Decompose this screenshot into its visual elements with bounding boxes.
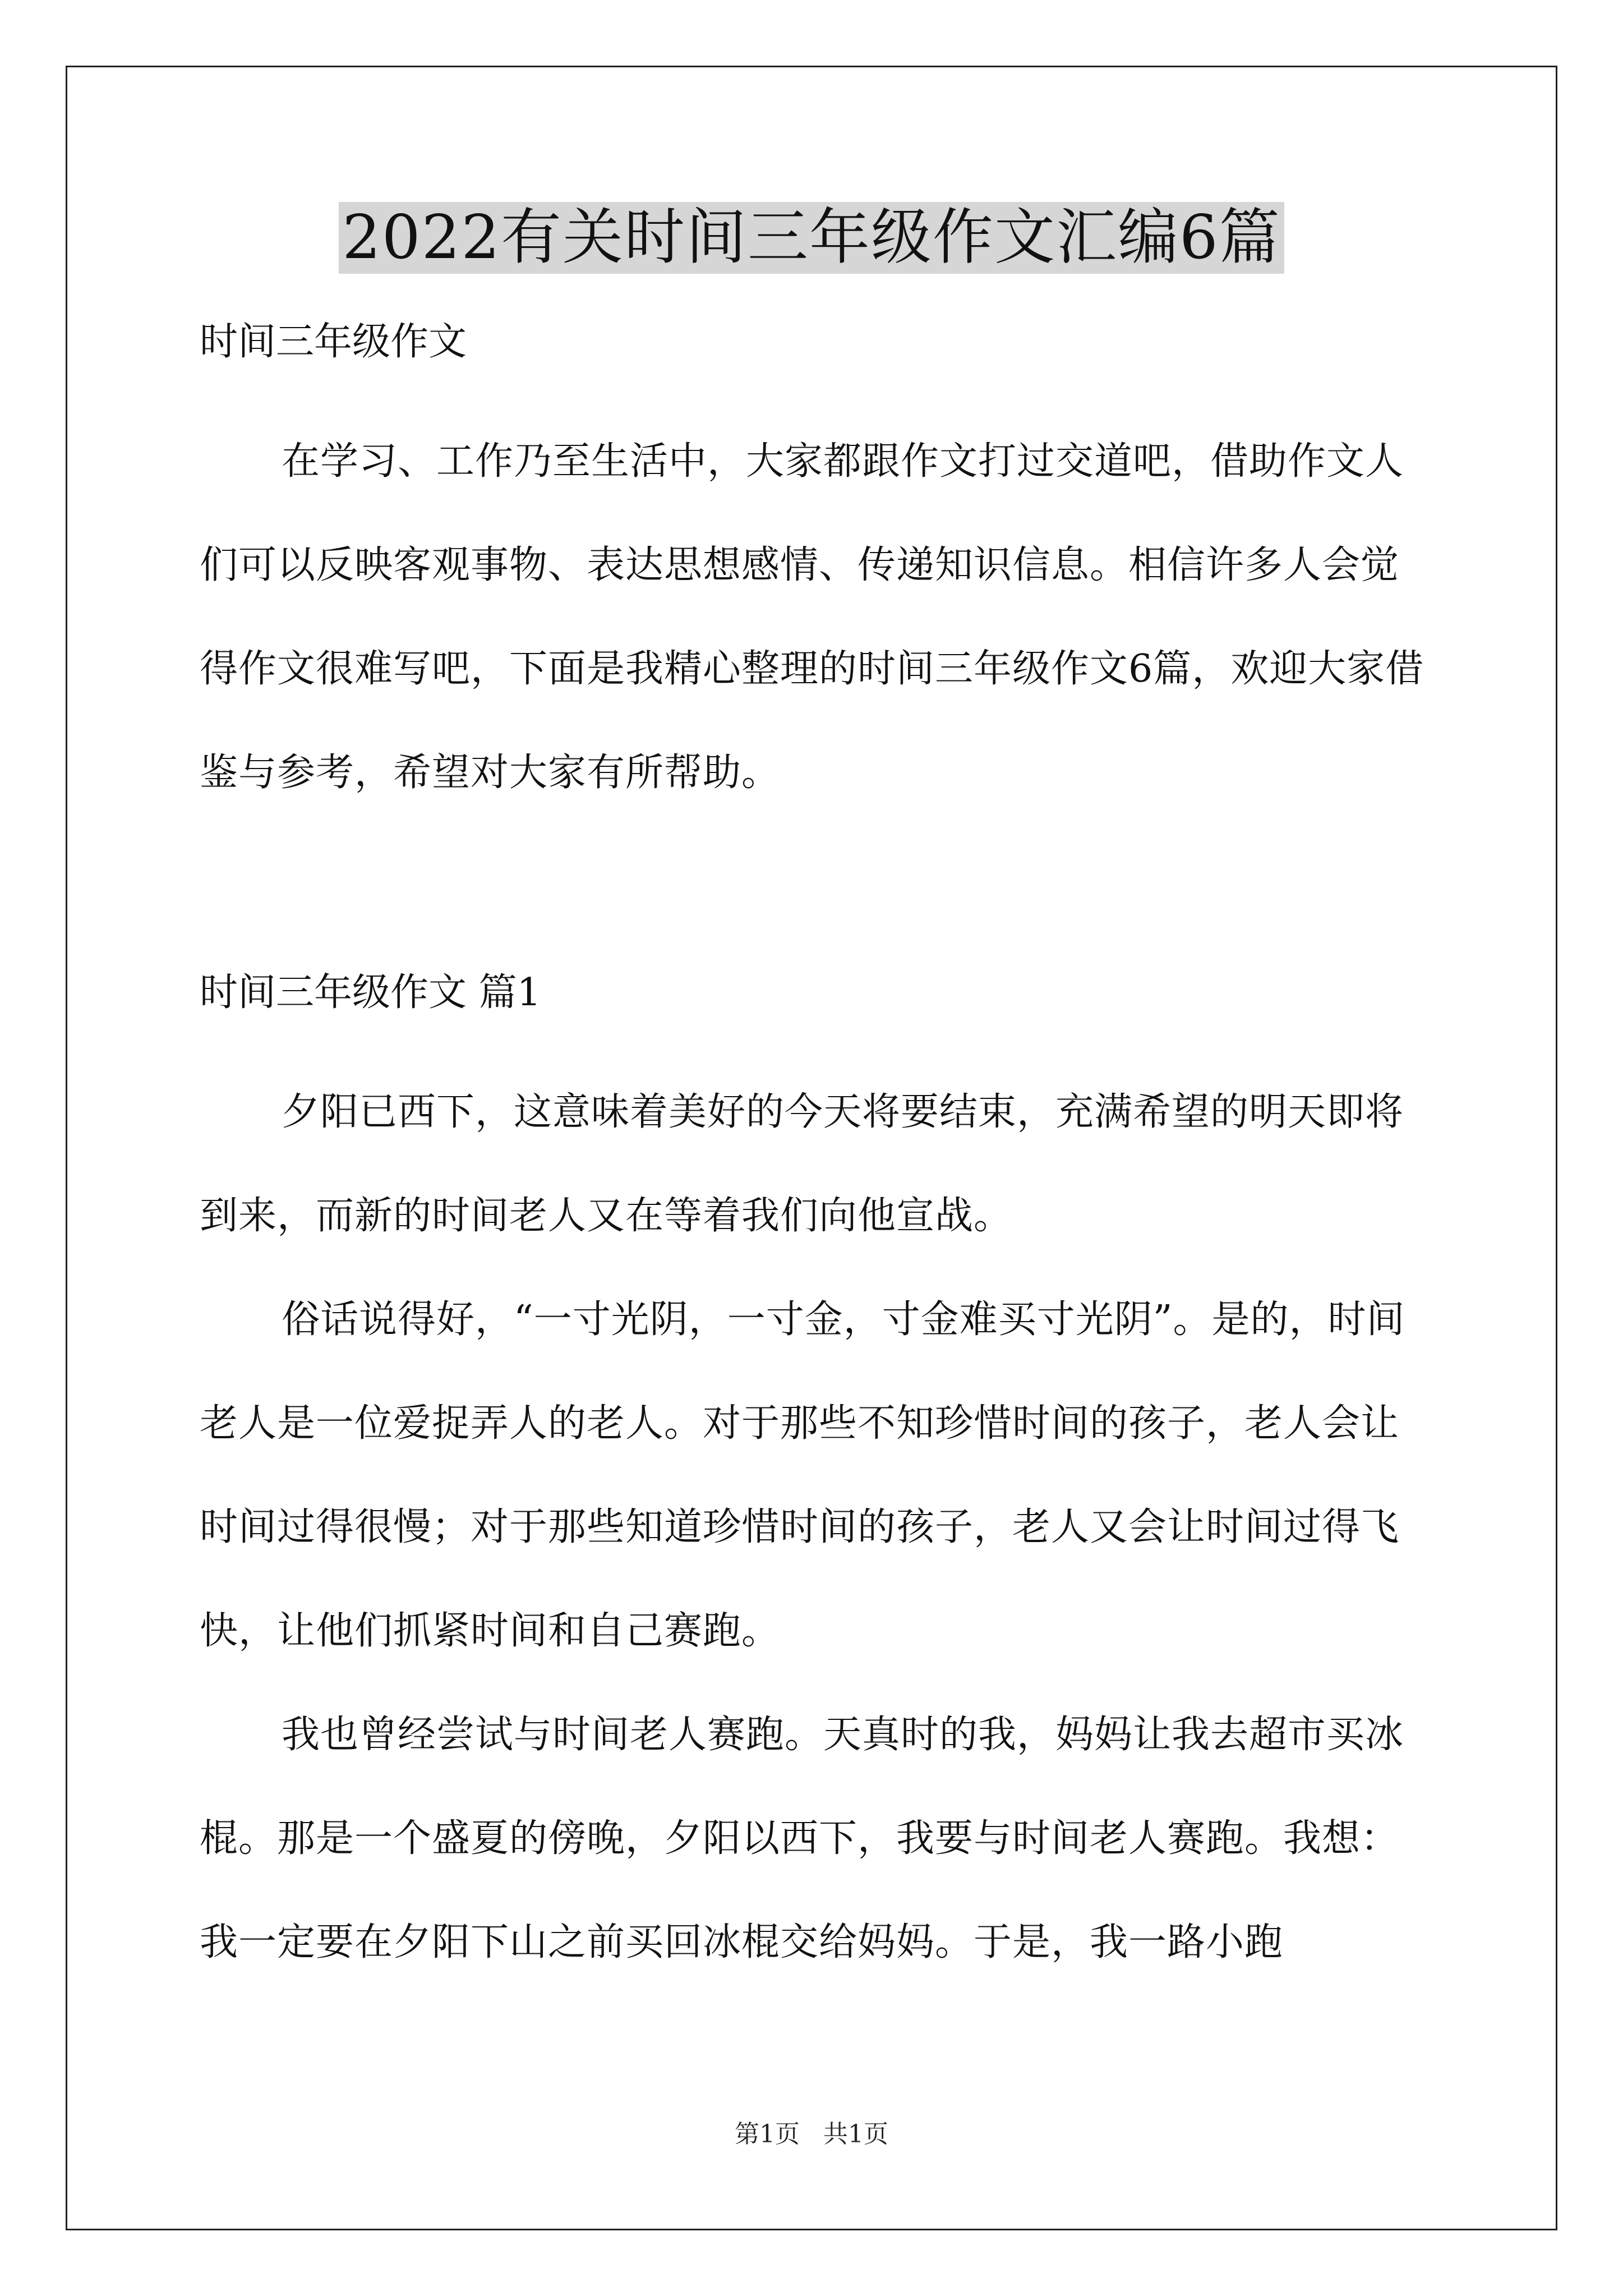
page-footer: 第1页 共1页 bbox=[735, 2120, 888, 2148]
body-paragraph: 我也曾经尝试与时间老人赛跑。天真时的我，妈妈让我去超市买冰棍。那是一个盛夏的傍晚，夕阳以西下，我要与时间老人赛跑。我想：我一定要在夕阳下山之前买回冰棍交给妈妈。于是，我一路小跑 bbox=[200, 1713, 1404, 1964]
document-title: 2022有关时间三年级作文汇编6篇 bbox=[339, 202, 1284, 274]
body-paragraph: 俗话说得好，“一寸光阴，一寸金，寸金难买寸光阴”。是的，时间老人是一位爱捉弄人的老人。对于那些不知珍惜时间的孩子，老人会让时间过得很慢；对于那些知道珍惜时间的孩子，老人又会让时间过得飞快，让他们抓紧时间和自己赛跑。 bbox=[200, 1297, 1405, 1653]
document-body bbox=[200, 314, 1428, 1994]
title-container bbox=[0, 202, 1623, 274]
intro-heading: 时间三年级作文 bbox=[200, 320, 467, 364]
body-paragraph: 夕阳已西下，这意味着美好的今天将要结束，充满希望的明天即将到来，而新的时间老人又在等着我们向他宣战。 bbox=[200, 1090, 1404, 1238]
section-heading: 时间三年级作文 篇1 bbox=[200, 970, 541, 1015]
intro-paragraph: 在学习、工作乃至生活中，大家都跟作文打过交道吧，借助作文人们可以反映客观事物、表达思想感情、传递知识信息。相信许多人会觉得作文很难写吧，下面是我精心整理的时间三年级作文6篇，欢迎大家借鉴与参考，希望对大家有所帮助。 bbox=[200, 439, 1424, 795]
